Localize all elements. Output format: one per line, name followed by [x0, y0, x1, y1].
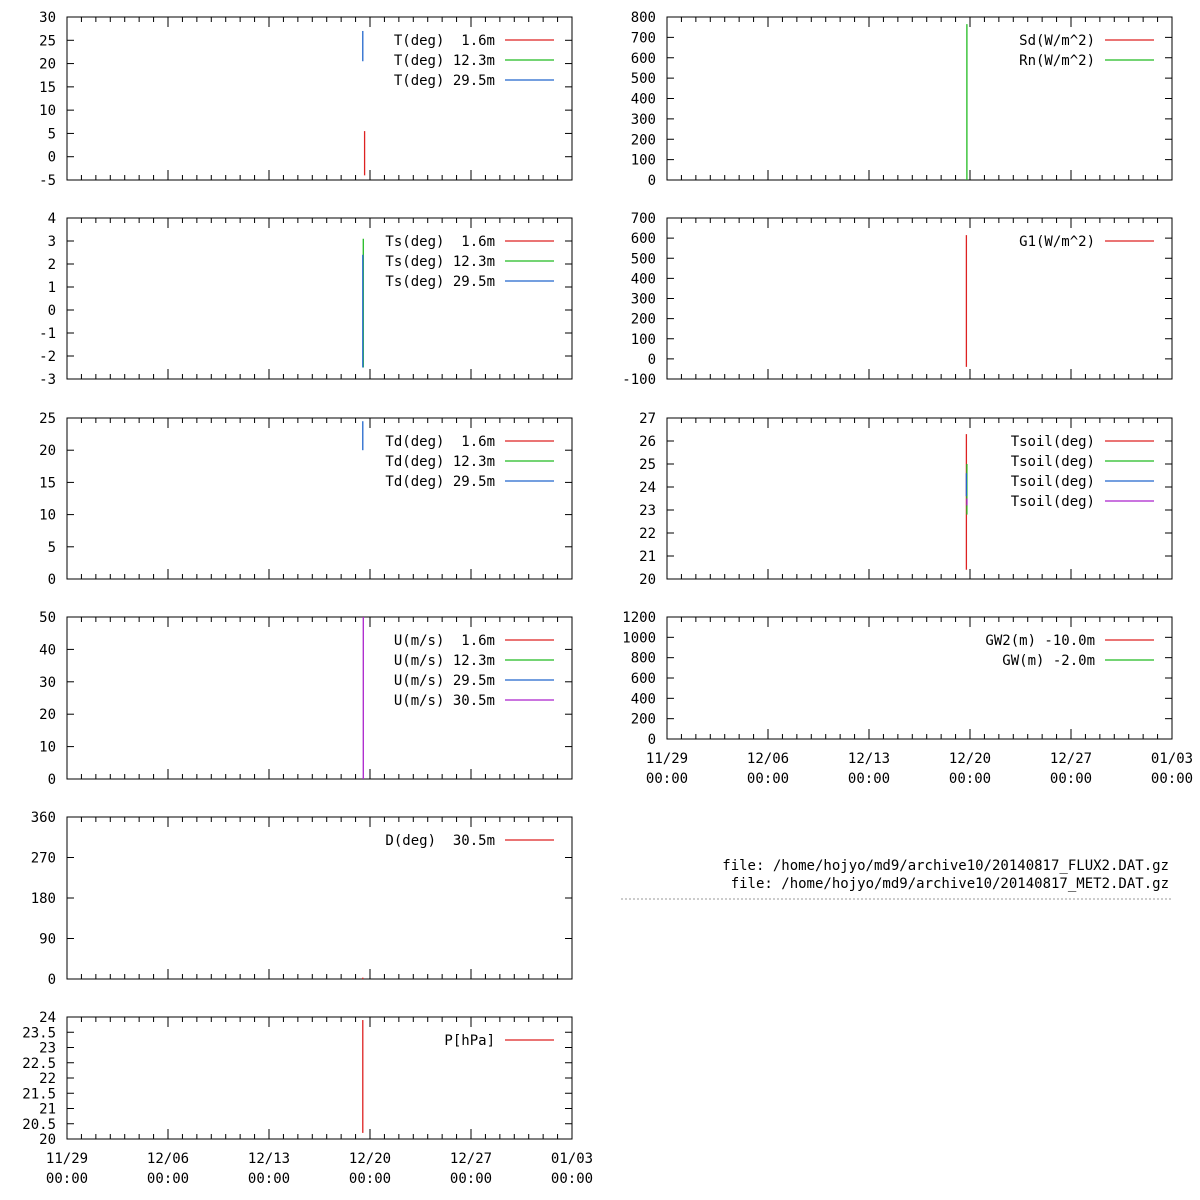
plot-frame [67, 17, 572, 180]
legend-label: T(deg) 29.5m [393, 73, 495, 89]
y-tick-label: 15 [39, 475, 56, 492]
y-tick-label: 3 [47, 234, 56, 250]
plot-frame [67, 617, 572, 779]
x-tick-label-time: 00:00 [45, 1171, 89, 1187]
y-tick-label: 400 [630, 91, 656, 108]
x-tick-label-time: 00:00 [1150, 771, 1194, 787]
x-tick-label-date: 12/13 [247, 1151, 291, 1167]
y-tick-label: 270 [30, 850, 56, 867]
y-tick-label: 1200 [622, 610, 656, 626]
y-tick-label: 20 [39, 1132, 56, 1148]
y-tick-label: 600 [630, 50, 656, 67]
y-tick-label: -5 [39, 173, 56, 189]
x-tick-label-date: 12/06 [746, 751, 790, 767]
legend-label: U(m/s) 1.6m [393, 633, 495, 649]
y-tick-label: 300 [630, 111, 656, 128]
plot-frame [667, 17, 1172, 180]
legend-label: Td(deg) 29.5m [385, 474, 495, 490]
plot-frame [67, 817, 572, 979]
y-tick-label: 1 [47, 280, 56, 296]
legend-label: Td(deg) 1.6m [385, 434, 495, 450]
y-tick-label: 10 [39, 103, 56, 120]
y-tick-label: 0 [647, 173, 656, 189]
chart-panel-soil-temperature [639, 411, 1172, 588]
file-info [621, 858, 1172, 899]
y-tick-label: 10 [39, 507, 56, 524]
legend-label: U(m/s) 30.5m [393, 693, 495, 709]
y-tick-label: 400 [630, 271, 656, 288]
y-tick-label: 22 [39, 1071, 56, 1087]
y-tick-label: 500 [630, 71, 656, 88]
y-tick-label: 24 [639, 480, 656, 496]
y-tick-label: 500 [630, 251, 656, 268]
y-tick-label: 200 [630, 311, 656, 328]
chart-panel-groundwater [622, 610, 1193, 787]
x-tick-label-date: 01/03 [550, 1151, 594, 1167]
y-tick-label: 180 [30, 891, 56, 907]
y-tick-label: 0 [47, 772, 56, 788]
legend-label: GW(m) -2.0m [1002, 653, 1095, 669]
legend-label: Tsoil(deg) [1010, 494, 1095, 510]
legend-label: Tsoil(deg) [1010, 454, 1095, 470]
y-tick-label: 21 [639, 549, 656, 565]
x-tick-label-time: 00:00 [948, 771, 992, 787]
y-tick-label: 200 [630, 711, 656, 728]
chart-panel-dewpoint [39, 411, 572, 588]
chart-panel-temperature [39, 10, 572, 189]
x-tick-label-time: 00:00 [146, 1171, 190, 1187]
legend-label: Tsoil(deg) [1010, 474, 1095, 490]
legend-label: Rn(W/m^2) [1019, 53, 1095, 69]
y-tick-label: 30 [39, 10, 56, 26]
y-tick-label: 23 [639, 503, 656, 519]
y-tick-label: 25 [639, 457, 656, 473]
y-tick-label: 400 [630, 691, 656, 708]
y-tick-label: 300 [630, 291, 656, 308]
y-tick-label: 600 [630, 671, 656, 687]
y-tick-label: 0 [47, 972, 56, 988]
x-tick-label-time: 00:00 [746, 771, 790, 787]
y-tick-label: 21 [39, 1101, 56, 1118]
chart-panel-wind-direction [31, 810, 572, 988]
plot-frame [67, 1017, 572, 1139]
x-tick-label-time: 00:00 [847, 771, 891, 787]
legend-label: U(m/s) 12.3m [393, 653, 495, 669]
y-tick-label: 90 [39, 931, 56, 948]
x-tick-label-date: 11/29 [45, 1151, 89, 1167]
y-tick-label: 5 [47, 539, 56, 556]
y-tick-label: 800 [630, 10, 656, 26]
y-tick-label: 4 [47, 211, 56, 227]
chart-panel-surface-temperature [39, 211, 572, 388]
x-tick-label-date: 12/13 [847, 751, 891, 767]
x-tick-label-date: 12/27 [1049, 751, 1093, 767]
legend-label: P[hPa] [444, 1033, 495, 1049]
legend-label: Td(deg) 12.3m [385, 454, 495, 470]
x-tick-label-date: 11/29 [645, 751, 689, 767]
y-tick-label: 700 [630, 211, 656, 227]
legend-label: GW2(m) -10.0m [985, 633, 1095, 649]
y-tick-label: 23.5 [22, 1025, 56, 1042]
x-tick-label-time: 00:00 [247, 1171, 291, 1187]
plot-frame [667, 617, 1172, 739]
y-tick-label: 20 [39, 707, 56, 724]
x-tick-label-date: 12/20 [348, 1151, 392, 1167]
y-tick-label: 1000 [622, 630, 656, 647]
legend-label: Ts(deg) 29.5m [385, 274, 495, 290]
plot-frame [667, 218, 1172, 379]
y-tick-label: -1 [39, 326, 56, 342]
y-tick-label: 20 [639, 572, 656, 588]
legend-label: Sd(W/m^2) [1019, 33, 1095, 49]
x-tick-label-time: 00:00 [449, 1171, 493, 1187]
legend-label: D(deg) 30.5m [385, 833, 495, 849]
y-tick-label: 0 [47, 303, 56, 319]
y-tick-label: 360 [30, 810, 56, 826]
y-tick-label: 100 [630, 331, 656, 348]
y-tick-label: 50 [39, 610, 56, 626]
y-tick-label: 100 [630, 152, 656, 169]
file-info-line-2: file: /home/hojyo/md9/archive10/20140817_MET2.DAT.gz [730, 876, 1169, 892]
y-tick-label: 22 [639, 526, 656, 542]
x-tick-label-date: 12/20 [948, 751, 992, 767]
x-tick-label-time: 00:00 [348, 1171, 392, 1187]
y-tick-label: 0 [647, 351, 656, 368]
legend-label: G1(W/m^2) [1019, 234, 1095, 250]
y-tick-label: 20 [39, 56, 56, 73]
y-tick-label: 27 [639, 411, 656, 427]
y-tick-label: 26 [639, 434, 656, 450]
y-tick-label: 22.5 [22, 1055, 56, 1072]
plot-frame [667, 418, 1172, 579]
plot-frame [67, 218, 572, 379]
y-tick-label: 700 [630, 30, 656, 47]
legend-label: Ts(deg) 12.3m [385, 254, 495, 270]
chart-panel-wind-speed [39, 610, 572, 788]
x-tick-label-date: 12/27 [449, 1151, 493, 1167]
y-tick-label: 24 [39, 1010, 56, 1026]
y-tick-label: 600 [630, 231, 656, 248]
x-tick-label-time: 00:00 [550, 1171, 594, 1187]
legend-label: T(deg) 12.3m [393, 53, 495, 69]
y-tick-label: 200 [630, 132, 656, 149]
y-tick-label: 800 [630, 650, 656, 667]
legend-label: Ts(deg) 1.6m [385, 234, 495, 250]
y-tick-label: 5 [47, 126, 56, 143]
y-tick-label: 2 [47, 257, 56, 273]
y-tick-label: 20 [39, 443, 56, 460]
y-tick-label: 0 [647, 732, 656, 748]
y-tick-label: 25 [39, 33, 56, 50]
y-tick-label: 0 [47, 149, 56, 166]
x-tick-label-time: 00:00 [645, 771, 689, 787]
x-tick-label-date: 01/03 [1150, 751, 1194, 767]
legend-label: U(m/s) 29.5m [393, 673, 495, 689]
file-info-line-1: file: /home/hojyo/md9/archive10/20140817_FLUX2.DAT.gz [722, 858, 1169, 874]
y-tick-label: 30 [39, 674, 56, 691]
plot-frame [67, 418, 572, 579]
x-tick-label-time: 00:00 [1049, 771, 1093, 787]
y-tick-label: 21.5 [22, 1086, 56, 1103]
x-tick-label-date: 12/06 [146, 1151, 190, 1167]
chart-panel-ground-heat-flux [622, 211, 1172, 388]
y-tick-label: -2 [39, 349, 56, 365]
y-tick-label: 23 [39, 1040, 56, 1057]
chart-panel-pressure [22, 1010, 593, 1187]
y-tick-label: 10 [39, 739, 56, 756]
y-tick-label: 0 [47, 572, 56, 588]
y-tick-label: 25 [39, 411, 56, 427]
chart-panel-radiation [631, 10, 1172, 189]
y-tick-label: 40 [39, 642, 56, 659]
y-tick-label: 15 [39, 79, 56, 96]
legend-label: Tsoil(deg) [1010, 434, 1095, 450]
y-tick-label: 20.5 [22, 1116, 56, 1133]
legend-label: T(deg) 1.6m [393, 33, 495, 49]
y-tick-label: -3 [39, 372, 56, 388]
y-tick-label: -100 [622, 372, 656, 388]
